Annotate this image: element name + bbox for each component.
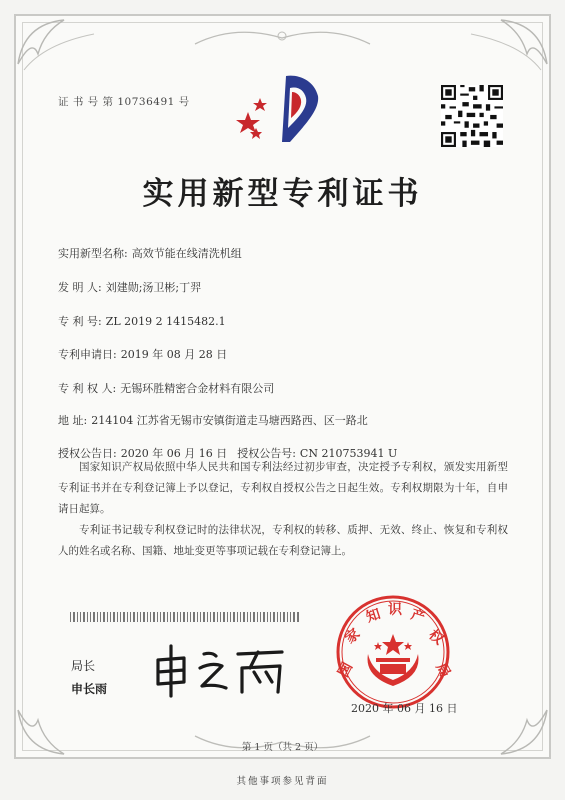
svg-text:局: 局 xyxy=(432,660,454,681)
cnipa-logo-icon xyxy=(234,68,330,148)
field-value: 2020 年 06 月 16 日 xyxy=(120,447,228,460)
field-address xyxy=(58,412,368,428)
body-paragraph-1: 国家知识产权局依照中华人民共和国专利法经过初步审查，决定授予专利权，颁发实用新型专利证书并在专利登记簿上予以登记，专利权自授权公告之日起生效。专利权期限为十年，自申请日起算。 xyxy=(58,461,508,515)
field-utility-model-name xyxy=(58,245,242,261)
top-ornament xyxy=(190,22,375,52)
field-label: 发 明 人: xyxy=(58,281,102,294)
svg-text:知: 知 xyxy=(364,606,383,626)
corner-ornament-top-right xyxy=(461,14,551,74)
qr-code-icon xyxy=(441,85,503,147)
field-value: CN 210753941 U xyxy=(299,447,398,460)
field-label: 授权公告号: xyxy=(237,447,296,460)
svg-text:国: 国 xyxy=(335,660,357,680)
certificate-number-value: 10736491 号 xyxy=(117,96,190,108)
signatory-name: 申长雨 xyxy=(71,682,108,696)
body-paragraph-2: 专利证书记载专利权登记时的法律状况，专利权的转移、质押、无效、终止、恢复和专利权人的姓名或名称、国籍、地址变更等事项记载在专利登记簿上。 xyxy=(58,524,508,557)
field-value: 2019 年 08 月 28 日 xyxy=(120,348,228,361)
field-patentee xyxy=(58,380,274,396)
signatory-title: 局长 xyxy=(71,659,96,673)
field-label: 地 址: xyxy=(58,414,88,427)
handwritten-signature xyxy=(150,638,300,700)
field-label: 实用新型名称: xyxy=(58,247,128,260)
field-value: 无锡环胜精密合金材料有限公司 xyxy=(120,382,275,395)
field-label: 专利申请日: xyxy=(58,348,117,361)
field-value: 刘建勋;汤卫彬;丁羿 xyxy=(105,281,202,294)
field-label: 授权公告日: xyxy=(58,447,117,460)
certificate-number xyxy=(58,94,190,109)
certificate-number-label: 证 书 号 第 xyxy=(58,96,114,108)
field-label: 专 利 权 人: xyxy=(58,382,117,395)
field-inventor xyxy=(58,279,201,295)
official-seal xyxy=(328,592,458,712)
svg-text:家: 家 xyxy=(342,625,364,648)
field-value: ZL 2019 2 1415482.1 xyxy=(105,315,226,328)
field-value: 214104 江苏省无锡市安镇街道走马塘西路西、区一路北 xyxy=(91,414,368,427)
field-patent-number xyxy=(58,313,226,329)
page-number: 第 1 页（共 2 页） xyxy=(241,742,324,753)
corner-ornament-top-left xyxy=(14,14,104,74)
barcode-strip xyxy=(70,612,300,622)
svg-text:权: 权 xyxy=(425,626,447,649)
page-title: 实用新型专利证书 xyxy=(142,176,423,212)
field-value: 高效节能在线清洗机组 xyxy=(131,247,242,260)
svg-text:识: 识 xyxy=(388,602,402,618)
field-label: 专 利 号: xyxy=(58,315,102,328)
svg-text:产: 产 xyxy=(408,606,428,627)
field-filing-date xyxy=(58,346,227,362)
footer-note: 其他事项参见背面 xyxy=(236,776,329,787)
seal-date: 2020 年 06 月 16 日 xyxy=(351,702,458,715)
